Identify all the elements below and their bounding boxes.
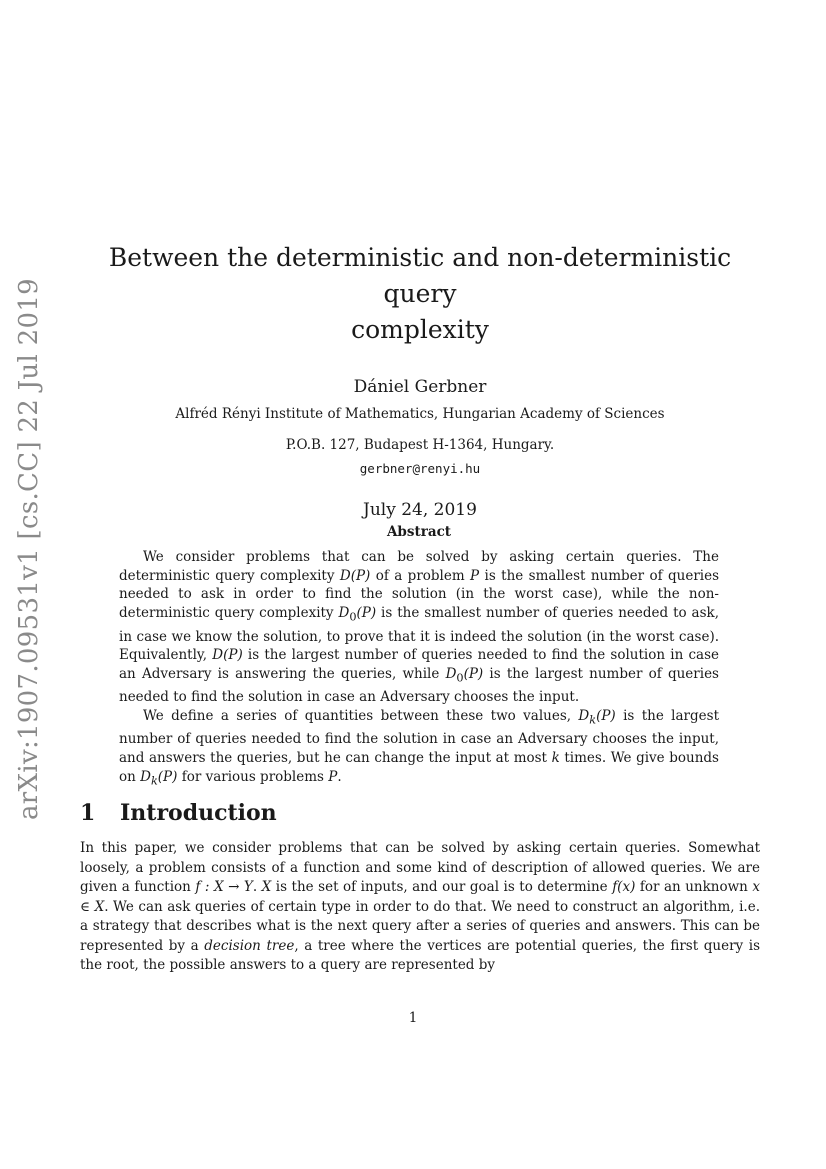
math: f : X → Y xyxy=(195,879,253,895)
section-heading xyxy=(80,800,760,826)
math: D xyxy=(578,708,590,724)
section-number: 1 xyxy=(80,800,96,826)
title-line-1: Between the deterministic and non-deterministic query xyxy=(108,243,732,308)
math: k xyxy=(551,750,560,767)
math: f(x) xyxy=(612,879,636,895)
math: D(P) xyxy=(212,647,243,664)
author-address: P.O.B. 127, Budapest H-1364, Hungary. xyxy=(285,437,555,453)
page-number: 1 xyxy=(408,1010,418,1026)
math: (P) xyxy=(157,768,178,785)
section-introduction xyxy=(80,800,760,976)
math: (P) xyxy=(463,665,484,682)
math: D xyxy=(140,768,151,785)
paper-title xyxy=(80,240,760,348)
math: P xyxy=(470,567,480,584)
intro-paragraph: In this paper, we consider problems that can be solved by asking certain queries. Somewhat loosely, a problem consists of a function and some kind of description of allowed queries. We are given a function f : X → Y. X is the set of inputs, and our goal is to determine f(x) for an unknown x ∈ X. We can ask queries of certain type in order to do that. We need to construct an algorithm, i.e. a strategy that describes what is the next query after a series of queries and answers. This can be represented by a decision tree, a tree where the vertices are potential queries, the first query is the root, the possible answers to a query are represented by xyxy=(80,840,760,973)
abstract-paragraph-2: We define a series of quantities between these two values, $D_k(P)$ is the largest number of queries needed to find the solution in case an Adversary chooses the input, and answers the queries, but he can change the input at most k times. We give bounds on $D_k(P)$ for various problems P. xyxy=(119,708,719,788)
math: (P) xyxy=(356,605,377,622)
author-email[interactable]: gerbner@renyi.hu xyxy=(359,461,481,476)
author-affiliation: Alfréd Rényi Institute of Mathematics, Hungarian Academy of Sciences xyxy=(175,406,665,422)
math: P xyxy=(328,768,338,785)
math: D xyxy=(338,605,350,622)
title-line-2: complexity xyxy=(351,315,489,344)
math: D xyxy=(445,665,457,682)
abstract-heading: Abstract xyxy=(386,524,452,540)
paper-date: July 24, 2019 xyxy=(363,500,477,520)
title-block xyxy=(80,240,760,520)
author-name: Dániel Gerbner xyxy=(353,377,487,397)
abstract-paragraph-1: We consider problems that can be solved by asking certain queries. The deterministic query complexity D(P) of a problem P is the smallest number of queries needed to ask in order to find the solution (in the worst case), while the non-deterministic query complexity $D_0(P)$ is the smallest number of queries needed to ask, in case we know the solution, to prove that it is indeed the solution (in the worst case). Equivalently, D(P) is the largest number of queries needed to find the solution in case an Adversary is answering the queries, while $D_0(P)$ is the largest number of queries needed to find the solution in case an Adversary chooses the input. xyxy=(119,549,720,706)
emphasis: decision tree xyxy=(204,937,295,954)
abstract xyxy=(119,524,719,791)
math: (P) xyxy=(596,708,616,724)
arxiv-identifier-stamp[interactable]: arXiv:1907.09531v1 [cs.CC] 22 Jul 2019 xyxy=(14,277,44,820)
math: x ∈ X xyxy=(80,879,760,915)
math: D(P) xyxy=(339,567,371,584)
section-title: Introduction xyxy=(120,800,277,826)
math: X xyxy=(261,879,272,895)
